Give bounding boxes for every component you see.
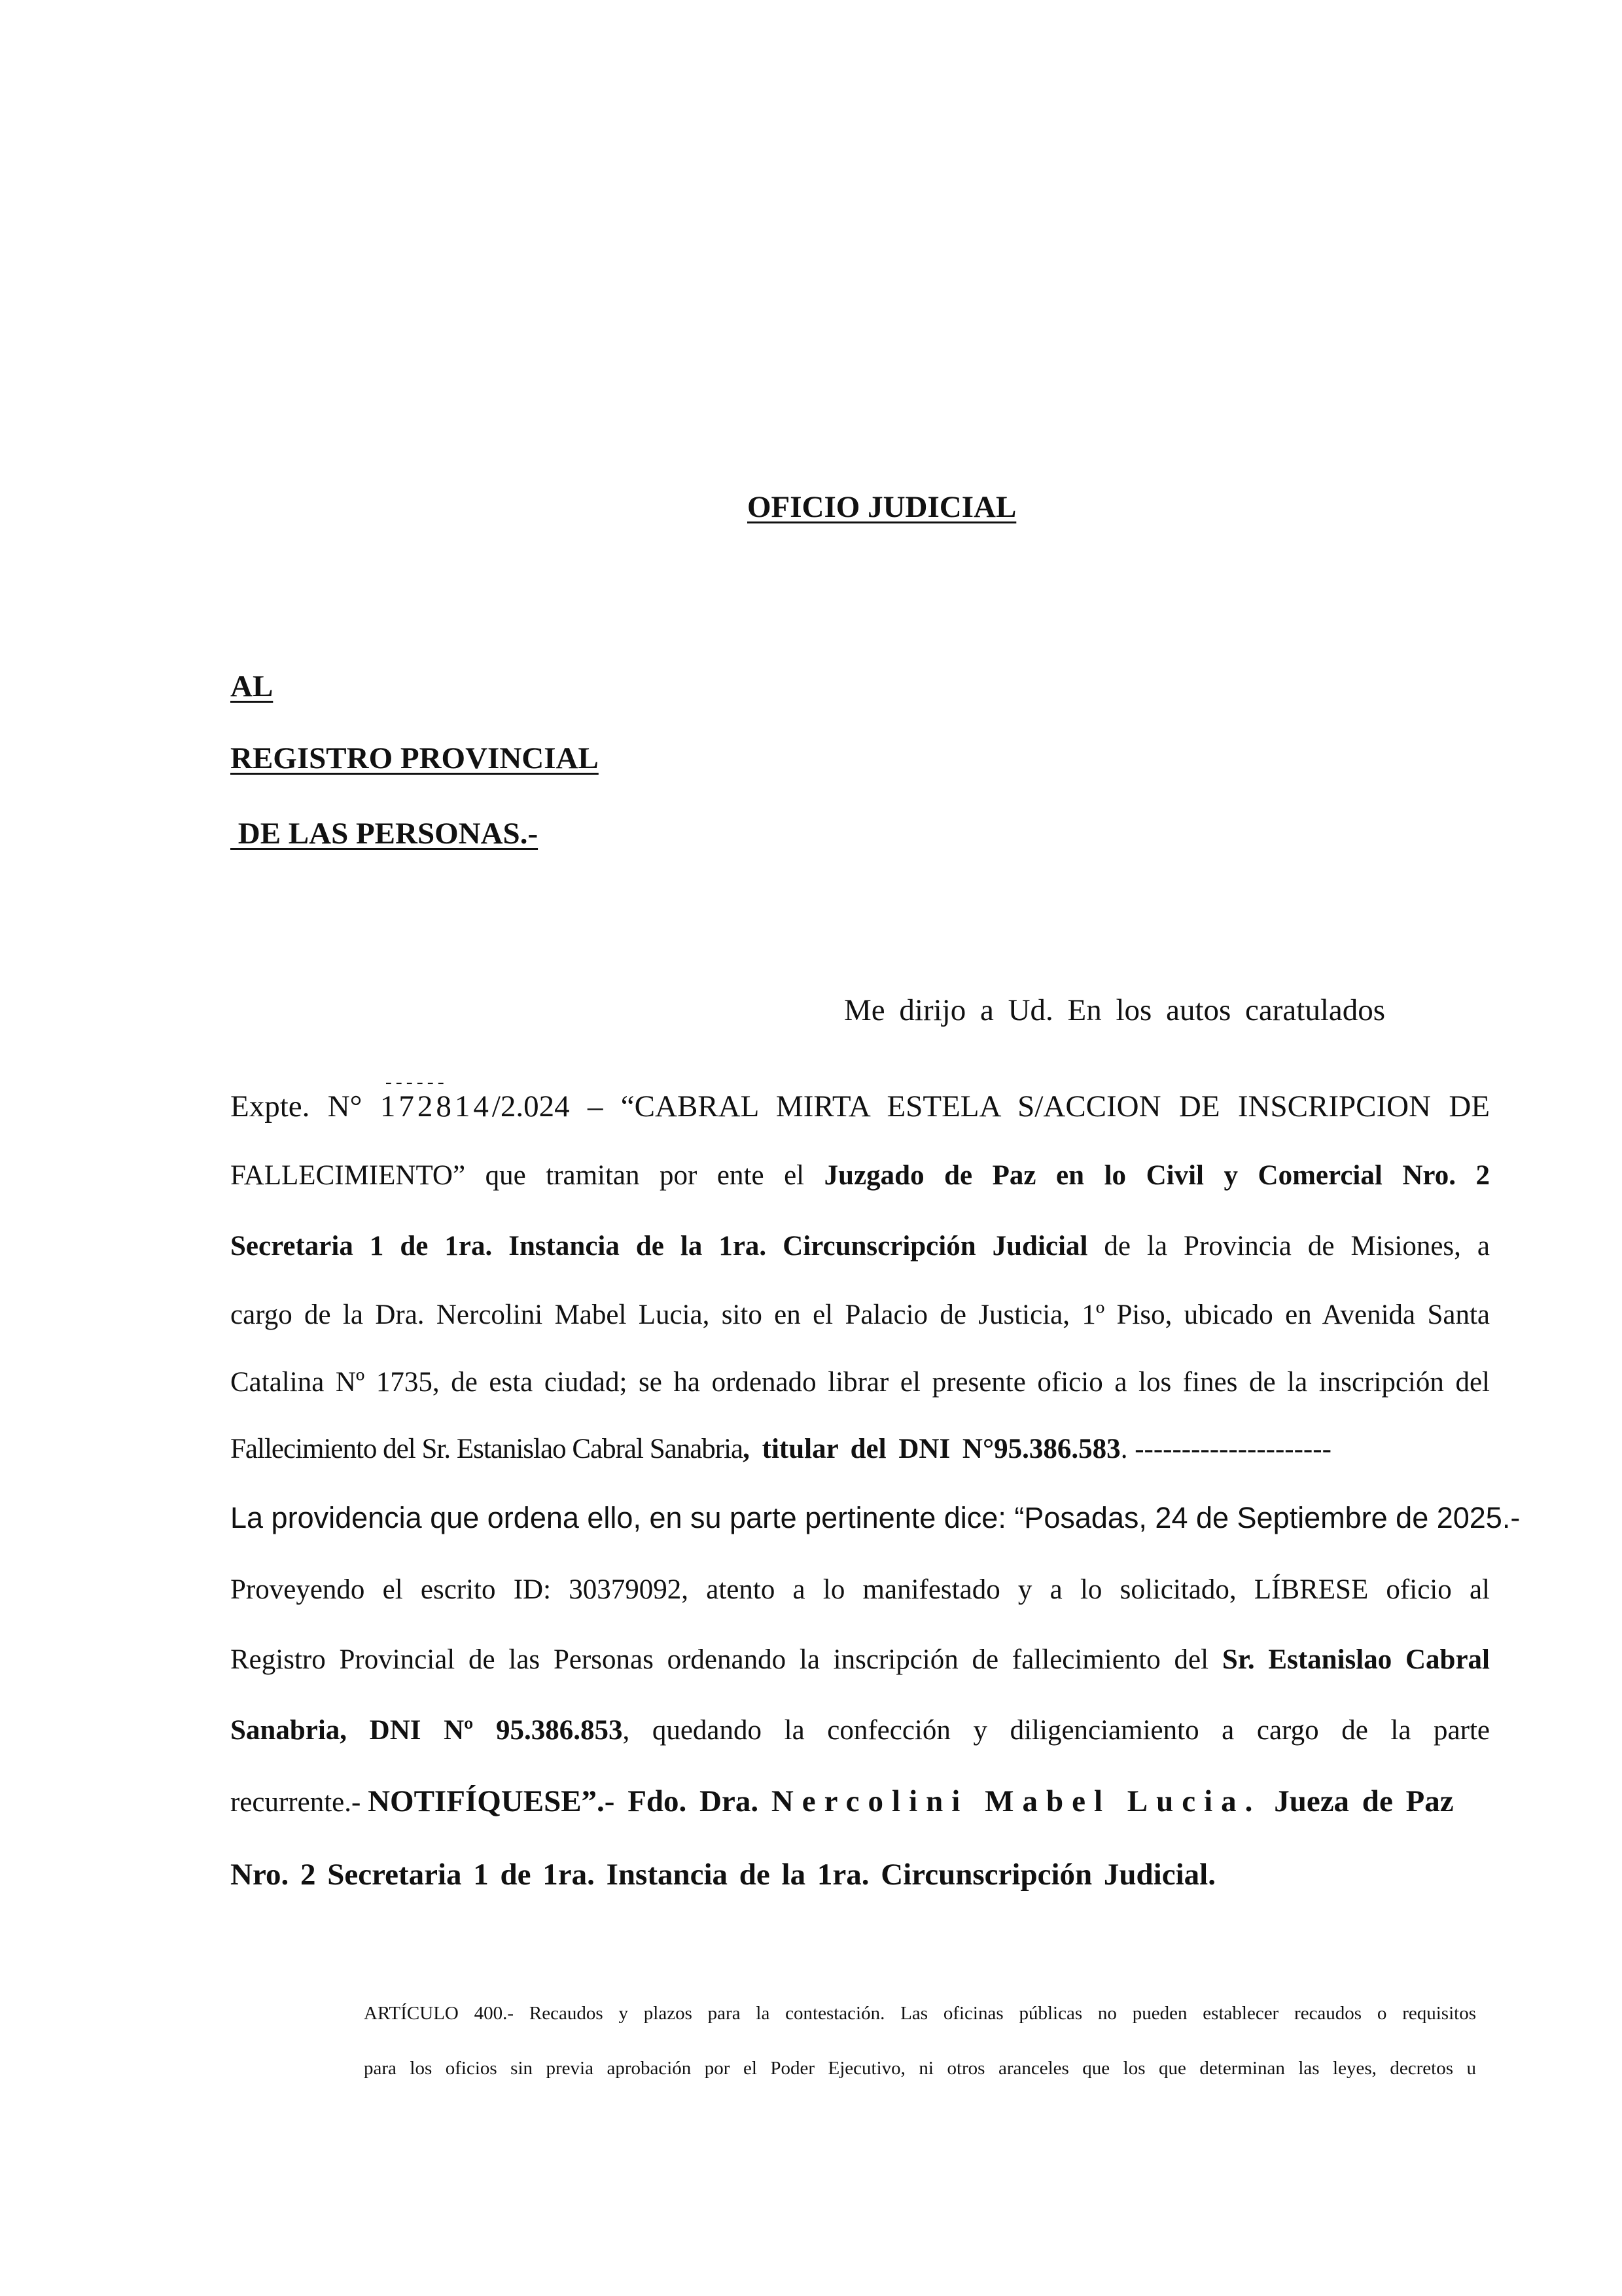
body-line-7: La providencia que ordena ello, en su parte pertinente dice: “Posadas, 24 de Septiembre de 2025.- [230, 1501, 1521, 1534]
addressee-line-3: DE LAS PERSONAS.- [230, 817, 538, 851]
body-line-1 [230, 1071, 1490, 1124]
body-line-4: cargo de la Dra. Nercolini Mabel Lucia, sito en el Palacio de Justicia, 1º Piso, ubicado en Avenida Santa [230, 1299, 1490, 1330]
case-caption: /2.024 – “CABRAL MIRTA ESTELA S/ACCION DE INSCRIPCION DE [491, 1089, 1490, 1123]
expte-prefix: Expte. N° [230, 1089, 362, 1123]
body-line-6: Fallecimiento del Sr. Estanislao Cabral Sanabria, titular del DNI N°95.386.583. --------------------- [230, 1434, 1331, 1464]
document-title: OFICIO JUDICIAL [747, 490, 1017, 524]
deceased-name: Sr. Estanislao Cabral [1222, 1644, 1490, 1675]
addressee-line-1: AL [230, 669, 273, 703]
deceased-dni: , titular del DNI N°95.386.583 [743, 1434, 1121, 1464]
judge-title: Jueza de Paz [1261, 1784, 1454, 1818]
case-number: ------ 172814 [379, 1071, 492, 1123]
footnote-line-1: ARTÍCULO 400.- Recaudos y plazos para la contestación. Las oficinas públicas no pueden establecer recaudos o requisitos [364, 2003, 1476, 2024]
deceased-dni-2: Sanabria, DNI Nº 95.386.853 [230, 1715, 623, 1746]
body-line-9: Registro Provincial de las Personas ordenando la inscripción de fallecimiento del Sr. Estanislao Cabral [230, 1644, 1490, 1675]
addressee-line-2: REGISTRO PROVINCIAL [230, 741, 599, 775]
body-line-2: FALLECIMIENTO” que tramitan por ente el Juzgado de Paz en lo Civil y Comercial Nro. 2 [230, 1160, 1490, 1191]
footnote-line-2: para los oficios sin previa aprobación por el Poder Ejecutivo, ni otros aranceles que los que determinan las leyes, decretos u [364, 2058, 1476, 2079]
body-line-11: recurrente.- NOTIFÍQUESE”.- Fdo. Dra. Nercolini Mabel Lucia. Jueza de Paz [230, 1784, 1454, 1818]
body-line-8: Proveyendo el escrito ID: 30379092, atento a lo manifestado y a lo solicitado, LÍBRESE oficio al [230, 1574, 1490, 1605]
body-line-12: Nro. 2 Secretaria 1 de 1ra. Instancia de la 1ra. Circunscripción Judicial. [230, 1858, 1216, 1892]
body-line-10: Sanabria, DNI Nº 95.386.853, quedando la confección y diligenciamiento a cargo de la parte [230, 1715, 1490, 1746]
court-name: Juzgado de Paz en lo Civil y Comercial Nro. 2 [824, 1160, 1490, 1191]
notify-signature: NOTIFÍQUESE”.- Fdo. Dra. [368, 1784, 771, 1818]
body-line-5: Catalina Nº 1735, de esta ciudad; se ha ordenado librar el presente oficio a los fines de la inscripción del [230, 1367, 1490, 1398]
court-secretary: Secretaria 1 de 1ra. Instancia de la 1ra. Circunscripción Judicial [230, 1231, 1088, 1262]
body-line-3: Secretaria 1 de 1ra. Instancia de la 1ra. Circunscripción Judicial de la Provincia de Misiones, a [230, 1231, 1490, 1262]
judge-name: Nercolini Mabel Lucia. [771, 1784, 1261, 1818]
case-number-overline: ------ [385, 1071, 448, 1093]
opening-sentence: Me dirijo a Ud. En los autos caratulados [844, 993, 1386, 1027]
